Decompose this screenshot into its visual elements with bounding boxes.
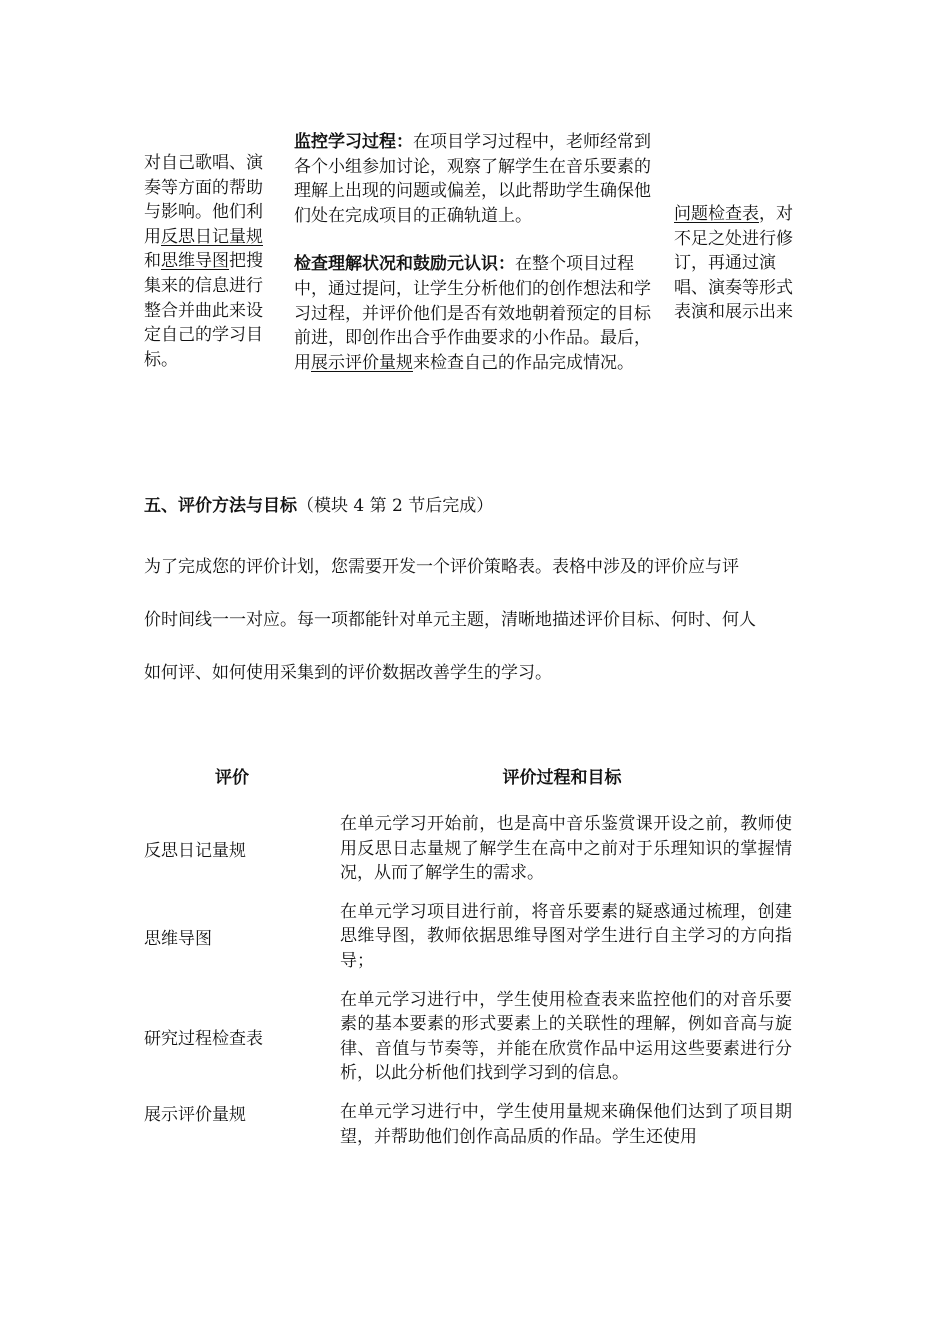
- mind-map-link[interactable]: 思维导图: [161, 251, 229, 272]
- table-row: [144, 1100, 804, 1149]
- metacognition-text-b: 来检查自己的作品完成情况。: [413, 352, 634, 373]
- left-text-c: 把搜集来的信息进行整合并曲此来设定自己的学习目标。: [144, 251, 263, 370]
- row-description: 在单元学习进行中，学生使用检查表来监控他们的对音乐要素的基本要素的形式要素上的关联性的理解，例如音高与旋律、音值与节奏等，并能在欣赏作品中运用这些要素进行分析，以此分析他们找到学习到的信息。: [340, 989, 792, 1084]
- monitor-paragraph: [294, 130, 660, 228]
- middle-column-text: [294, 130, 660, 375]
- right-text: ，对不足之处进行修订，再通过演唱、演奏等形式表演和展示出来: [674, 204, 793, 323]
- header-process-goal: 评价过程和目标: [502, 767, 622, 788]
- metacognition-heading: 检查理解状况和鼓励元认识：: [294, 254, 515, 275]
- section-title: 五、评价方法与目标: [144, 496, 297, 516]
- header-evaluation: 评价: [215, 767, 249, 788]
- metacognition-paragraph: [294, 252, 660, 375]
- left-column-text: [144, 151, 272, 372]
- evaluation-table: [144, 760, 804, 1149]
- table-row: [144, 812, 804, 886]
- problem-checklist-link[interactable]: 问题检查表: [674, 204, 759, 224]
- monitor-text: 在项目学习过程中，老师经常到各个小组参加讨论，观察了解学生在音乐要素的理解上出现的问题或偏差，以此帮助学生确保他们处在完成项目的正确轨道上。: [294, 132, 651, 226]
- right-column-text: [674, 202, 794, 325]
- left-text-a: 对自己歌唱、演奏等方面的帮助与影响。他们利用: [144, 153, 263, 247]
- intro-paragraph: [144, 541, 814, 700]
- left-text-b: 和: [144, 251, 161, 272]
- intro-line: 价时间线一一对应。每一项都能针对单元主题，清晰地描述评价目标、何时、何人: [144, 610, 756, 630]
- row-description: 在单元学习开始前，也是高中音乐鉴赏课开设之前，教师使用反思日志量规了解学生在高中之前对于乐理知识的掌握情况，从而了解学生的需求。: [340, 814, 792, 884]
- table-row: [144, 900, 804, 974]
- section-heading: [144, 491, 493, 516]
- row-description: 在单元学习进行中，学生使用量规来确保他们达到了项目期望，并帮助他们创作高品质的作品。学生还使用: [340, 1101, 792, 1147]
- row-name: 反思日记量规: [144, 841, 246, 862]
- row-name: 展示评价量规: [144, 1104, 246, 1125]
- intro-line: 如何评、如何使用采集到的评价数据改善学生的学习。: [144, 663, 552, 683]
- display-rubric-link[interactable]: 展示评价量规: [311, 352, 413, 373]
- row-description: 在单元学习项目进行前，将音乐要素的疑惑通过梳理，创建思维导图，教师依据思维导图对学生进行自主学习的方向指导；: [340, 901, 792, 971]
- row-name: 思维导图: [144, 929, 212, 950]
- table-row: [144, 988, 804, 1086]
- metacognition-text-a: 在整个项目过程中，通过提问，让学生分析他们的创作想法和学习过程，并评价他们是否有效地朝着预定的目标前进，即创作出合乎作曲要求的小作品。最后，用: [294, 254, 651, 373]
- reflection-rubric-link[interactable]: 反思日记量规: [161, 226, 263, 247]
- intro-line: 为了完成您的评价计划，您需要开发一个评价策略表。表格中涉及的评价应与评: [144, 557, 739, 577]
- section-subtitle: （模块 4 第 2 节后完成）: [297, 496, 494, 516]
- row-name: 研究过程检查表: [144, 1029, 263, 1050]
- monitor-heading: 监控学习过程：: [294, 132, 413, 152]
- table-header: [144, 760, 804, 790]
